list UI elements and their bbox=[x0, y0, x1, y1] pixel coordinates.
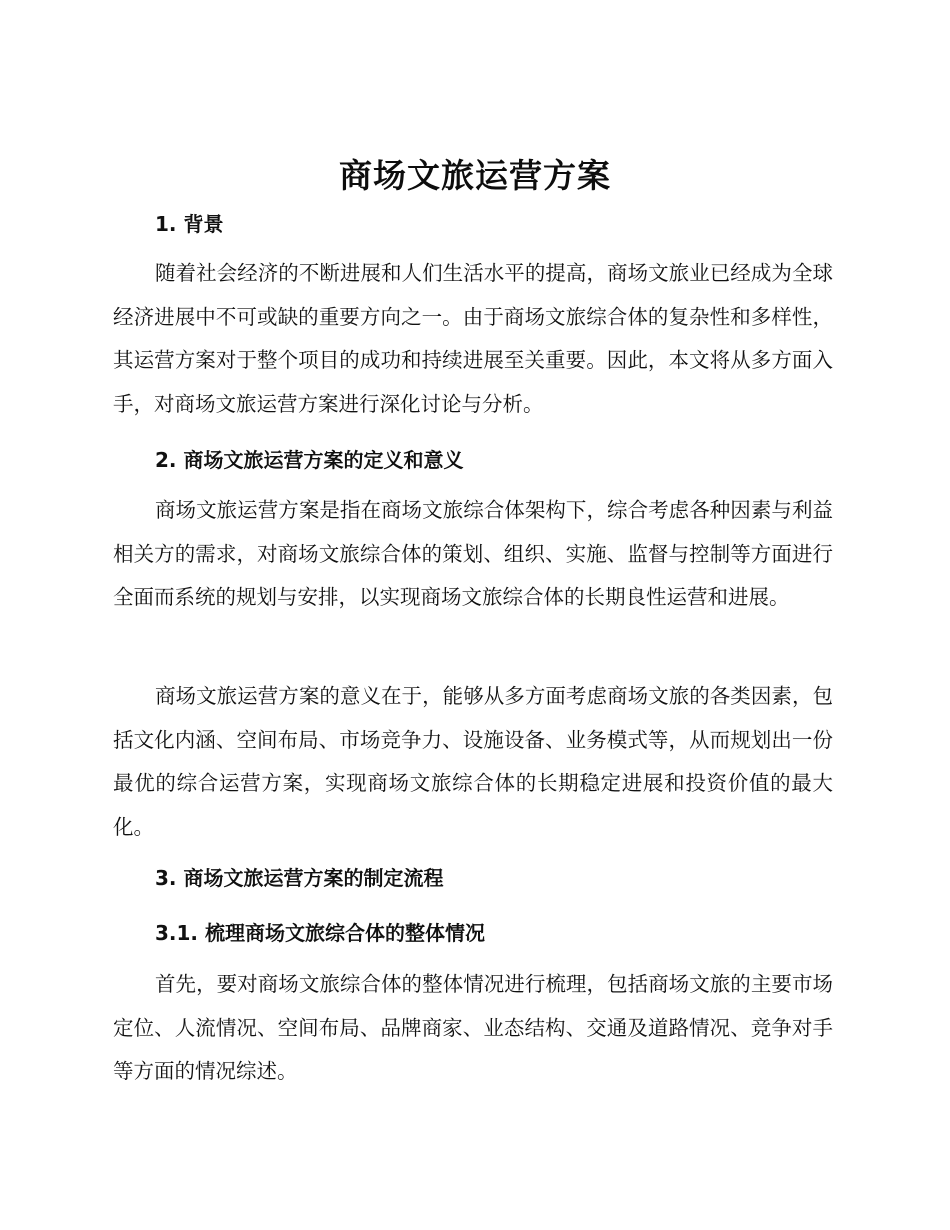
paragraph-significance: 商场文旅运营方案的意义在于，能够从多方面考虑商场文旅的各类因素，包括文化内涵、空间布局、市场竞争力、设施设备、业务模式等，从而规划出一份最优的综合运营方案，实现商场文旅综合体的长期稳定进展和投资价值的最大化。 bbox=[113, 684, 833, 839]
section-heading-process: 3. 商场文旅运营方案的制定流程 bbox=[155, 866, 444, 890]
document-title: 商场文旅运营方案 bbox=[339, 156, 611, 195]
subsection-heading-overview: 3.1. 梳理商场文旅综合体的整体情况 bbox=[155, 921, 485, 945]
paragraph-background: 随着社会经济的不断进展和人们生活水平的提高，商场文旅业已经成为全球经济进展中不可或缺的重要方向之一。由于商场文旅综合体的复杂性和多样性，其运营方案对于整个项目的成功和持续进展至关重要。因此，本文将从多方面入手，对商场文旅运营方案进行深化讨论与分析。 bbox=[113, 261, 833, 416]
section-heading-definition: 2. 商场文旅运营方案的定义和意义 bbox=[155, 448, 464, 472]
paragraph-definition: 商场文旅运营方案是指在商场文旅综合体架构下，综合考虑各种因素与利益相关方的需求，对商场文旅综合体的策划、组织、实施、监督与控制等方面进行全面而系统的规划与安排，以实现商场文旅综合体的长期良性运营和进展。 bbox=[113, 498, 833, 610]
paragraph-overview: 首先，要对商场文旅综合体的整体情况进行梳理，包括商场文旅的主要市场定位、人流情况、空间布局、品牌商家、业态结构、交通及道路情况、竞争对手等方面的情况综述。 bbox=[113, 972, 833, 1084]
section-heading-background: 1. 背景 bbox=[155, 212, 224, 236]
